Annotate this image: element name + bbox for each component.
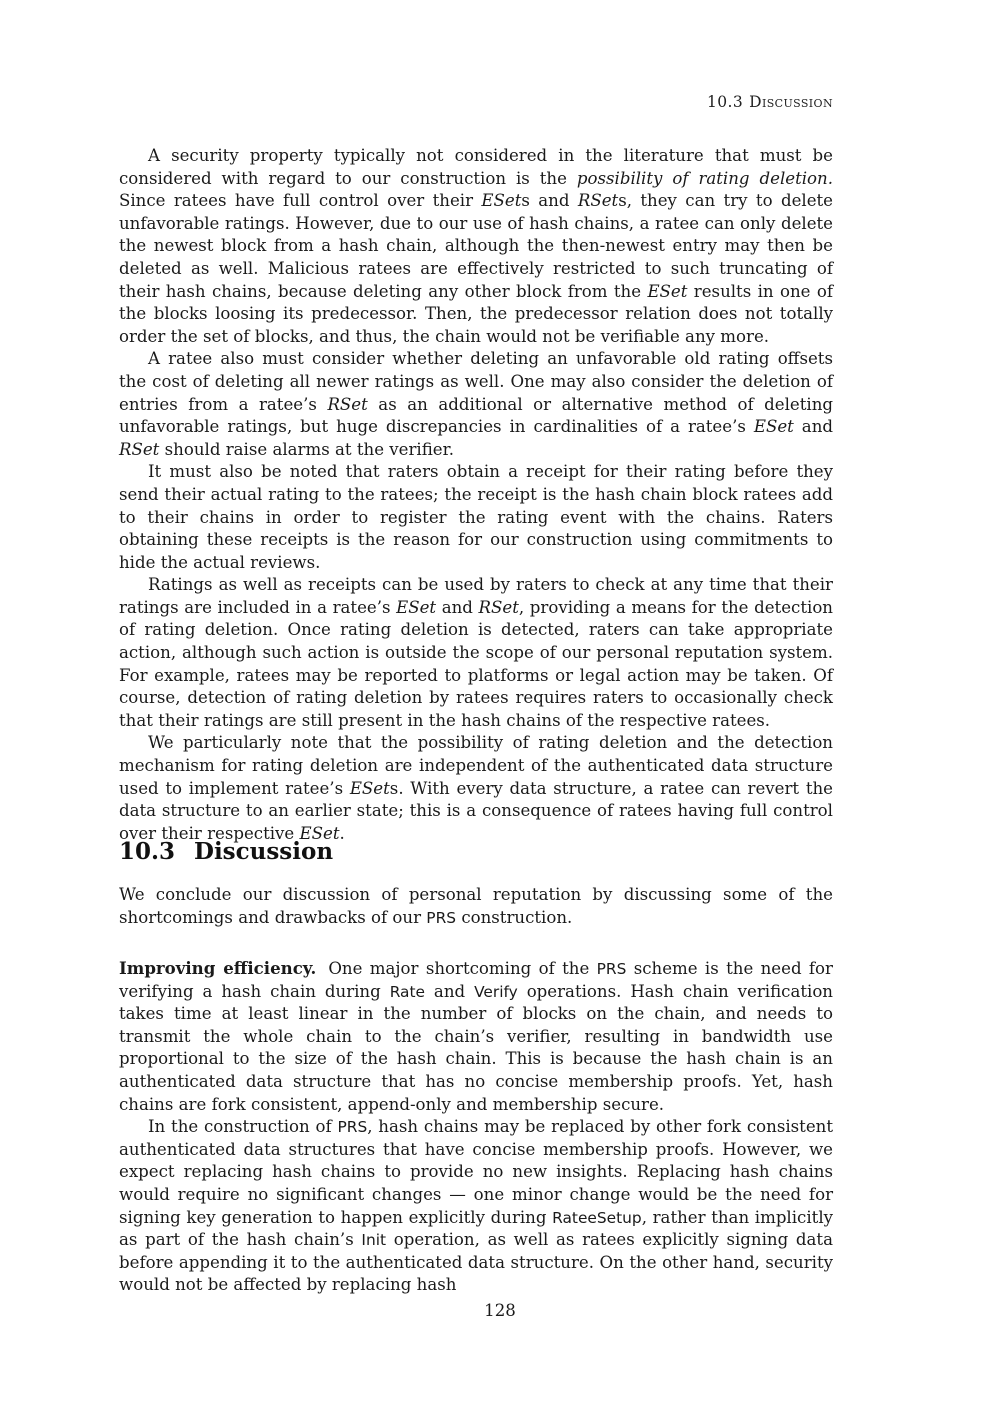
paragraph-deletion-cost: A ratee also must consider whether deleting an unfavorable old rating offsets the cost of deleting all newer ratings as well. One may also consider the deletion of entries from a ratee’s RSet as an additional or alternative method of deleting unfavorable ratings, but huge discrepancies in cardinalities of a ratee’s ESet and RSet should raise alarms at the verifier. [119, 349, 834, 459]
section-intro [119, 884, 833, 929]
section-title: Discussion [194, 838, 334, 865]
section-number: 10.3 [119, 838, 176, 865]
running-head-number: 10.3 [707, 93, 744, 111]
body-text-top [119, 145, 833, 845]
runin-title: Improving efficiency. [119, 958, 317, 978]
paragraph-rating-deletion: A security property typically not considered in the literature that must be considered with regard to our construction is the possibility of rating deletion. Since ratees have full control over their ESets and RSets, they can try to delete unfavorable ratings. However, due to our use of hash chains, a ratee can only delete the newest block from a hash chain, although the then-newest entry may then be deleted as well. Malicious ratees are effectively restricted to such truncating of their hash chains, because deleting any other block from the ESet results in one of the blocks loosing its predecessor. Then, the predecessor relation does not totally order the set of blocks, and thus, the chain would not be verifiable any more. [119, 146, 834, 346]
paragraph-detection: Ratings as well as receipts can be used by raters to check at any time that their ratings are included in a ratee’s ESet and RSet, providing a means for the detection of rating deletion. Once rating deletion is detected, raters can take appropriate action, although such action is outside the scope of our personal reputation system. For example, ratees may be reported to platforms or legal action may be taken. Of course, detection of rating deletion by ratees requires raters to occasionally check that their ratings are still present in the hash chains of the respective ratees. [119, 575, 833, 730]
page-number: 128 [484, 1301, 516, 1320]
paragraph-receipts: It must also be noted that raters obtain a receipt for their rating before they send their actual rating to the ratees; the receipt is the hash chain block ratees add to their chains in order to register the rating event with the chains. Raters obtaining these receipts is the reason for our construction using commitments to hide the actual reviews. [119, 462, 833, 572]
subsection-improving-efficiency [119, 957, 833, 1297]
running-head [707, 93, 833, 111]
paragraph-replacement: In the construction of PRS, hash chains may be replaced by other fork consistent authenticated data structures that have concise membership proofs. However, we expect replacing hash chains to provide no new insights. Replacing hash chains would require no significant changes — one minor change would be the need for signing key generation to happen explicitly during RateeSetup, rather than implicitly as part of the hash chain’s Init operation, as well as ratees explicitly signing data before appending it to the authenticated data structure. On the other hand, security would not be affected by replacing hash [119, 1117, 834, 1295]
paragraph-section-intro: We conclude our discussion of personal reputation by discussing some of the shortcomings and drawbacks of our PRS construction. [119, 885, 833, 927]
paragraph-independence: We particularly note that the possibility of rating deletion and the detection mechanism for rating deletion are independent of the authenticated data structure used to implement ratee’s ESets. With every data structure, a ratee can revert the data structure to an earlier state; this is a consequence of ratees having full control over their respective ESet. [119, 733, 833, 843]
section-heading [119, 838, 333, 865]
running-head-title: Discussion [749, 93, 833, 111]
paragraph-efficiency: Improving efficiency. One major shortcoming of the PRS scheme is the need for verifying a hash chain during Rate and Verify operations. Hash chain verification takes time at least linear in the number of blocks on the chain, and needs to transmit the whole chain to the chain’s verifier, resulting in bandwidth use proportional to the size of the hash chain. This is because the hash chain is an authenticated data structure that has no concise membership proofs. Yet, hash chains are fork consistent, append-only and membership secure. [119, 958, 833, 1114]
